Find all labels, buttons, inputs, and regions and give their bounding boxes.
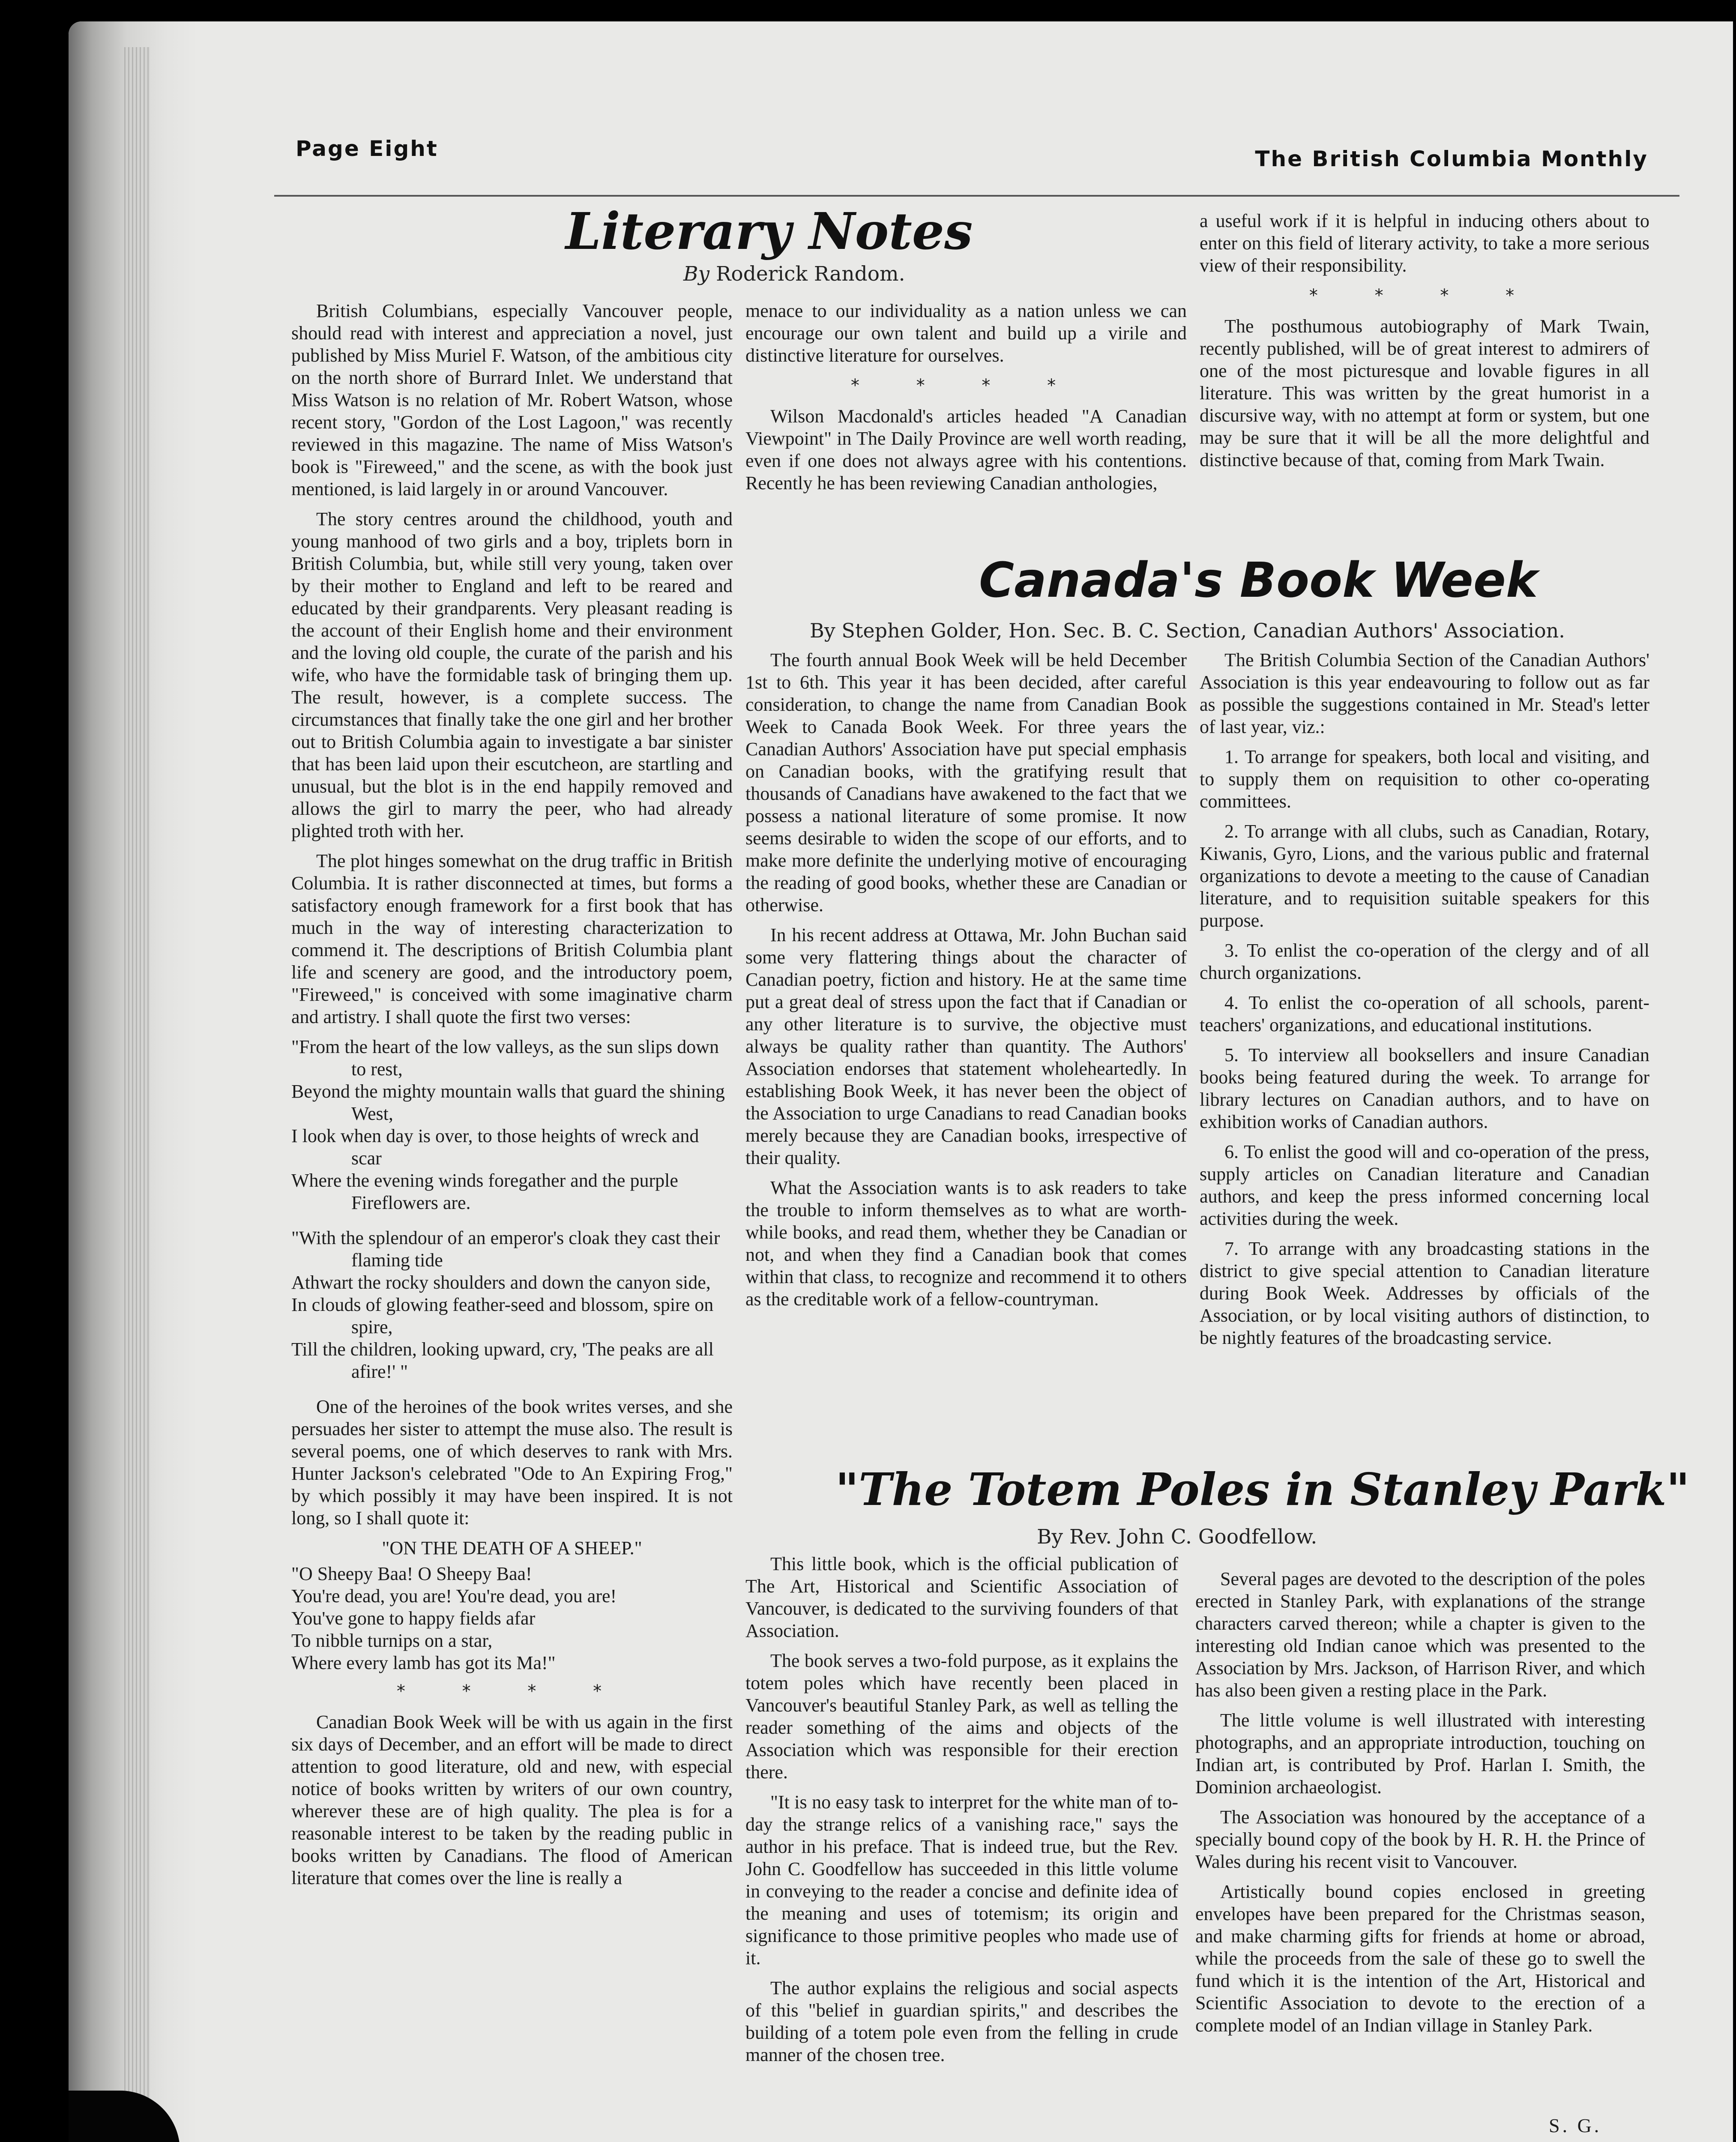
paragraph: The posthumous autobiography of Mark Twain, recently published, will be of great interest to admirers of one of the most picturesque and lovable figures in all literature. This was written by the great humorist in a discursive way, with no attempt at form or system, but one may be sure that it will be all the more delightful and distinctive because of that, coming from Mark Twain.	[1200, 316, 1649, 470]
paragraph: The fourth annual Book Week will be held December 1st to 6th. This year it has been decided, after careful consideration, to change the name from Canadian Book Week to Canada Book Week. For three years the Canadian Authors' Association have put special emphasis on Canadian books, with the gratifying result that thousands of Canadians have awakened to the fact that we possess a national literature of some promise. It now seems desirable to widen the scope of our efforts, and to make more definite the underlying motive of encouraging the reading of good books, whether these are Canadian or otherwise.	[745, 649, 1187, 915]
page-edges	[124, 47, 150, 2142]
poem-line: "With the splendour of an emperor's cloak they cast their flaming tide	[291, 1227, 720, 1271]
signoff-initials: S. G.	[1549, 2115, 1602, 2136]
section-divider-stars: * * * *	[850, 376, 1082, 395]
list-item: 7. To arrange with any broadcasting stations in the district to give special attention to Canadian literature during Book Week. Addresses by officials of the Association, or by local visiting authors of distinction, to be nightly features of the broadcasting service.	[1200, 1238, 1649, 1348]
list-item: 6. To enlist the good will and co-operation of the press, supply articles on Canadian literature and Canadian authors, and keep the press informed concerning local activities during the week.	[1200, 1141, 1649, 1229]
poem-line: I look when day is over, to those heights of wreck and scar	[291, 1125, 699, 1169]
totem-column-1	[745, 1553, 1178, 2074]
sheep-poem	[291, 1563, 733, 1674]
poem-line: You've gone to happy fields afar	[291, 1608, 536, 1629]
book-week-title: Canada's Book Week	[979, 553, 1538, 608]
literary-notes-byline: By Roderick Random.	[683, 262, 905, 286]
book-week-column-2	[1200, 649, 1649, 1357]
paragraph: The British Columbia Section of the Canadian Authors' Association is this year endeavouring to follow out as far as possible the suggestions contained in Mr. Stead's letter of last year, viz.:	[1200, 649, 1649, 737]
poem-line: "From the heart of the low valleys, as the sun slips down to rest,	[291, 1036, 719, 1080]
paragraph: a useful work if it is helpful in inducing others about to enter on this field of literary activity, to take a more serious view of their responsibility.	[1200, 210, 1649, 276]
paragraph: In his recent address at Ottawa, Mr. John Buchan said some very flattering things about the character of Canadian poetry, fiction and history. He at the same time put a great deal of stress upon the fact that if Canadian or any other literature is to survive, the objective must always be quality rather than quantity. The Authors' Association endorses that statement wholeheartedly. In establishing Book Week, it has never been the object of the Association to urge Canadians to read Canadian books merely because they are Canadian books, irrespective of their quality.	[745, 924, 1187, 1168]
poem-line: Beyond the mighty mountain walls that guard the shining West,	[291, 1081, 725, 1124]
fireweed-poem-verse-1	[291, 1036, 733, 1214]
paragraph: Wilson Macdonald's articles headed "A Canadian Viewpoint" in The Daily Province are well worth reading, even if one does not always agree with his contentions. Recently he has been reviewing Canadian anthologies,	[745, 406, 1187, 494]
magazine-title: The British Columbia Monthly	[1255, 147, 1648, 171]
paragraph: The Association was honoured by the acceptance of a specially bound copy of the book by H. R. H. the Prince of Wales during his recent visit to Vancouver.	[1195, 1807, 1645, 1872]
paragraph: The plot hinges somewhat on the drug traffic in British Columbia. It is rather disconnected at times, but forms a satisfactory enough framework for a first book that has much in the way of interesting characterization to commend it. The descriptions of British Columbia plant life and scenery are good, and the introductory poem, "Fireweed," is conceived with some imaginative charm and artistry. I shall quote the first two verses:	[291, 850, 733, 1027]
list-item: 3. To enlist the co-operation of the clergy and of all church organizations.	[1200, 940, 1649, 983]
paragraph: Several pages are devoted to the description of the poles erected in Stanley Park, with explanations of the strange characters carved thereon; while a chapter is given to the interesting old Indian canoe which was presented to the Association by Mrs. Jackson, of Harrison River, and which has also been given a resting place in the Park.	[1195, 1568, 1645, 1701]
poem-line: Athwart the rocky shoulders and down the canyon side,	[291, 1272, 711, 1293]
sheep-poem-title: "ON THE DEATH OF A SHEEP."	[382, 1538, 642, 1559]
totem-title: "The Totem Poles in Stanley Park"	[835, 1463, 1690, 1516]
totem-byline: By Rev. John C. Goodfellow.	[1037, 1525, 1317, 1549]
header-rule	[274, 195, 1679, 197]
totem-column-2	[1195, 1568, 1645, 2044]
poem-line: In clouds of glowing feather-seed and blossom, spire on spire,	[291, 1294, 714, 1337]
paragraph: One of the heroines of the book writes verses, and she persuades her sister to attempt the muse also. The result is several poems, one of which deserves to rank with Mrs. Hunter Jackson's celebrated "Ode to An Expiring Frog," by which possibly it may have been inspired. It is not long, so I shall quote it:	[291, 1396, 733, 1529]
list-item: 2. To arrange with all clubs, such as Canadian, Rotary, Kiwanis, Gyro, Lions, and the various public and fraternal organizations to devote a meeting to the cause of Canadian literature, and to requisition suitable speakers for this purpose.	[1200, 821, 1649, 931]
book-week-byline: By Stephen Golder, Hon. Sec. B. C. Section, Canadian Authors' Association.	[810, 619, 1565, 642]
poem-line: "O Sheepy Baa! O Sheepy Baa!	[291, 1563, 532, 1584]
poem-line: Till the children, looking upward, cry, 'The peaks are all afire!' "	[291, 1339, 714, 1382]
paragraph: The author explains the religious and social aspects of this "belief in guardian spirits," and describes the building of a totem pole even from the felling in crude manner of the chosen tree.	[745, 1977, 1178, 2065]
poem-line: You're dead, you are! You're dead, you are!	[291, 1586, 617, 1606]
paragraph: What the Association wants is to ask readers to take the trouble to inform themselves as to what are worth-while books, and read them, whether they be Canadian or not, and when they find a Canadian book that comes within that class, to recognize and recommend it to others as the creditable work of a fellow-countryman.	[745, 1177, 1187, 1310]
paragraph: The book serves a two-fold purpose, as it explains the totem poles which have recently been placed in Vancouver's beautiful Stanley Park, as well as telling the reader something of the aims and objects of the Association which was responsible for their erection there.	[745, 1650, 1178, 1783]
section-divider-stars: * * * *	[1309, 286, 1540, 305]
page-label: Page Eight	[296, 136, 438, 161]
paragraph: The story centres around the childhood, youth and young manhood of two girls and a boy, triplets born in British Columbia, but, while still very young, taken over by their mother to England and left to be reared and educated by their grandparents. Very pleasant reading is the account of their English home and their environment and the loving old couple, the curate of the parish and his wife, who have the formidable task of bringing them up. The result, however, is a complete success. The circumstances that finally take the one girl and her brother out to British Columbia again to investigate a bar sinister that has been laid upon their escutcheon, are startling and unusual, but the blot is in the end happily removed and allows the girl to marry the peer, who had already plighted troth with her.	[291, 509, 733, 841]
paragraph: "It is no easy task to interpret for the white man of to-day the strange relics of a vanishing race," says the author in his preface. That is indeed true, but the Rev. John C. Goodfellow has succeeded in this little volume in conveying to the reader a concise and definite idea of the meaning and uses of totemism; its origin and significance to those primitive peoples who made use of it.	[745, 1792, 1178, 1968]
paragraph: menace to our individuality as a nation unless we can encourage our own talent and build up a virile and distinctive literature for ourselves.	[745, 300, 1187, 366]
poem-line: Where the evening winds foregather and the purple Fireflowers are.	[291, 1170, 678, 1213]
literary-notes-column-1	[291, 300, 733, 1897]
literary-notes-column-2	[745, 300, 1187, 502]
paragraph: The little volume is well illustrated with interesting photographs, and an appropriate introduction, touching on Indian art, is contributed by Prof. Harlan I. Smith, the Dominion archaeologist.	[1195, 1710, 1645, 1798]
list-item: 1. To arrange for speakers, both local and visiting, and to supply them on requisition to other co-operating committees.	[1200, 746, 1649, 812]
literary-notes-column-3	[1200, 210, 1649, 479]
list-item: 4. To enlist the co-operation of all schools, parent-teachers' organizations, and educational institutions.	[1200, 992, 1649, 1035]
paragraph: This little book, which is the official publication of The Art, Historical and Scientific Association of Vancouver, is dedicated to the surviving founders of that Association.	[745, 1553, 1178, 1641]
literary-notes-title: Literary Notes	[566, 201, 973, 261]
poem-line: To nibble turnips on a star,	[291, 1630, 493, 1651]
paragraph: Canadian Book Week will be with us again in the first six days of December, and an effort will be made to direct attention to good literature, old and new, with especial notice of books written by writers of our own country, wherever these are of high quality. The plea is for a reasonable interest to be taken by the reading public in books written by Canadians. The flood of American literature that comes over the line is really a	[291, 1711, 733, 1888]
paragraph: Artistically bound copies enclosed in greeting envelopes have been prepared for the Christmas season, and make charming gifts for friends at home or abroad, while the proceeds from the sale of these go to swell the fund which it is the intention of the Art, Historical and Scientific Association to devote to the erection of a complete model of an Indian village in Stanley Park.	[1195, 1881, 1645, 2036]
poem-line: Where every lamb has got its Ma!"	[291, 1652, 556, 1673]
paragraph: British Columbians, especially Vancouver people, should read with interest and appreciation a novel, just published by Miss Muriel F. Watson, of the ambitious city on the north shore of Burrard Inlet. We understand that Miss Watson is no relation of Mr. Robert Watson, whose recent story, "Gordon of the Lost Lagoon," was recently reviewed in this magazine. The name of Miss Watson's book is "Fireweed," and the scene, as with the book just mentioned, is laid largely in or around Vancouver.	[291, 300, 733, 500]
book-week-column-1	[745, 649, 1187, 1318]
section-divider-stars: * * * *	[396, 1681, 628, 1701]
fireweed-poem-verse-2	[291, 1227, 733, 1383]
list-item: 5. To interview all booksellers and insure Canadian books being featured during the week. To arrange for library lectures on Canadian authors, and to have on exhibition works of Canadian authors.	[1200, 1044, 1649, 1132]
